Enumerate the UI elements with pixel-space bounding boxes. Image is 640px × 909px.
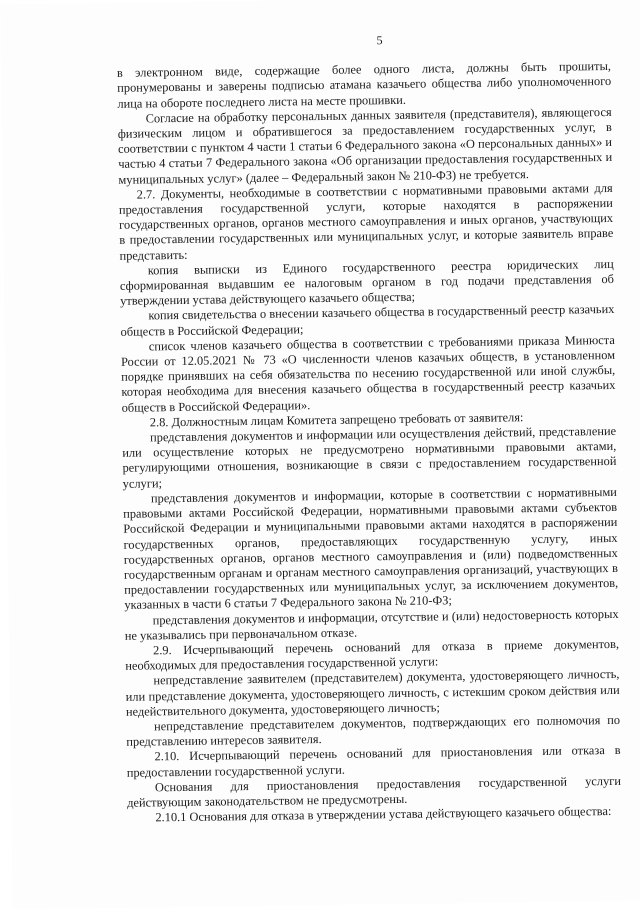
paragraph-2-7: 2.7. Документы, необходимые в соответствии с нормативными правовыми актами для предоставления государственной услуги, которые находятся в распоряжении государственных органов, органов местного самоуправления и иных органов, участвующих в предоставлении государственных или муниципальных услуг, и которые заявитель вправе представить: — [118, 180, 614, 263]
paragraph-2-8: 2.8. Должностным лицам Комитета запрещено требовать от заявителя: — [149, 410, 524, 430]
paragraph-8: представления документов и информации или осуществления действий, представление или осуществление которых не предусмотрено нормативными правовыми актами, регулирующими отношения, возникающие в связи с предоставлением государственной услуги; — [122, 423, 617, 491]
paragraph-15: Основания для приостановления предоставления государственной услуги действующим законодательством не предусмотрены. — [127, 773, 622, 810]
page-number: 5 — [376, 33, 383, 48]
paragraph-4: копия выписки из Единого государственного реестра юридических лиц сформированная выдавшим ее налоговым органом в год подачи представления об утверждении устава действующего казачьего общества; — [119, 256, 615, 309]
paragraph-13: непредставление представителем документов, подтверждающих его полномочия по представлению интересов заявителя. — [126, 712, 621, 749]
paragraph-2-9: 2.9. Исчерпывающий перечень оснований для отказа в приеме документов, необходимых для предоставления государственной услуги: — [125, 636, 620, 673]
paragraph-6: список членов казачьего общества в соответствии с требованиями приказа Минюста России от 12.05.2021 № 73 «О численности членов казачьих обществ, в установленном порядке принявших на себя обязательства по несению государственной или иной службы, которая необходима для внесения казачьего общества в государственный реестр казачьих обществ в Российской Федерации». — [120, 332, 616, 415]
paragraph-2: Согласие на обработку персональных данных заявителя (представителя), являющегося физическим лицом и обратившегося за предоставлением государственных услуг, в соответствии с пунктом 4 части 1 статьи 6 Федерального закона «О персональных данных» и частью 4 статьи 7 Федерального закона «Об организации предоставления государственных и муниципальных услуг» (далее – Федеральный закон № 210-ФЗ) не требуется. — [117, 104, 613, 187]
paragraph-10: представления документов и информации, отсутствие и (или) недостоверность которых не указывались при первоначальном отказе. — [124, 606, 619, 643]
paragraph-1: в электронном виде, содержащие более одного листа, должны быть прошиты, пронумерованы и заверены подписью атамана казачьего общества либо уполномоченного лица на обороте последнего листа на месте прошивки. — [116, 59, 612, 111]
paragraph-2-10: 2.10. Исчерпывающий перечень оснований для приостановления или отказа в предоставлении государственной услуги. — [126, 743, 621, 780]
paragraph-5: копия свидетельства о внесении казачьего общества в государственный реестр казачьих обществ в Российской Федерации; — [120, 302, 615, 339]
paragraph-12: непредставление заявителем (представителем) документа, удостоверяющего личность, или представление документа, удостоверяющего личность, с истекшим сроком действия или недействительного документа, удостоверяющего личность; — [125, 667, 620, 719]
paragraph-9: представления документов и информации, которые в соответствии с нормативными правовыми актами Российской Федерации, нормативными правовыми актами субъектов Российской Федерации и муниципальными правовыми актами находятся в распоряжении государственных органов, предоставляющих государственную услугу, иных государственных органов, органов местного самоуправления и (или) подведомственных государственным органам и органам местного самоуправления организаций, участвующих в предоставлении государственных или муниципальных услуг, за исключением документов, указанных в части 6 статьи 7 Федерального закона № 210-ФЗ; — [123, 484, 619, 613]
paragraph-2-10-1: 2.10.1 Основания для отказа в утверждении устава действующего казачьего общества: — [155, 804, 612, 825]
